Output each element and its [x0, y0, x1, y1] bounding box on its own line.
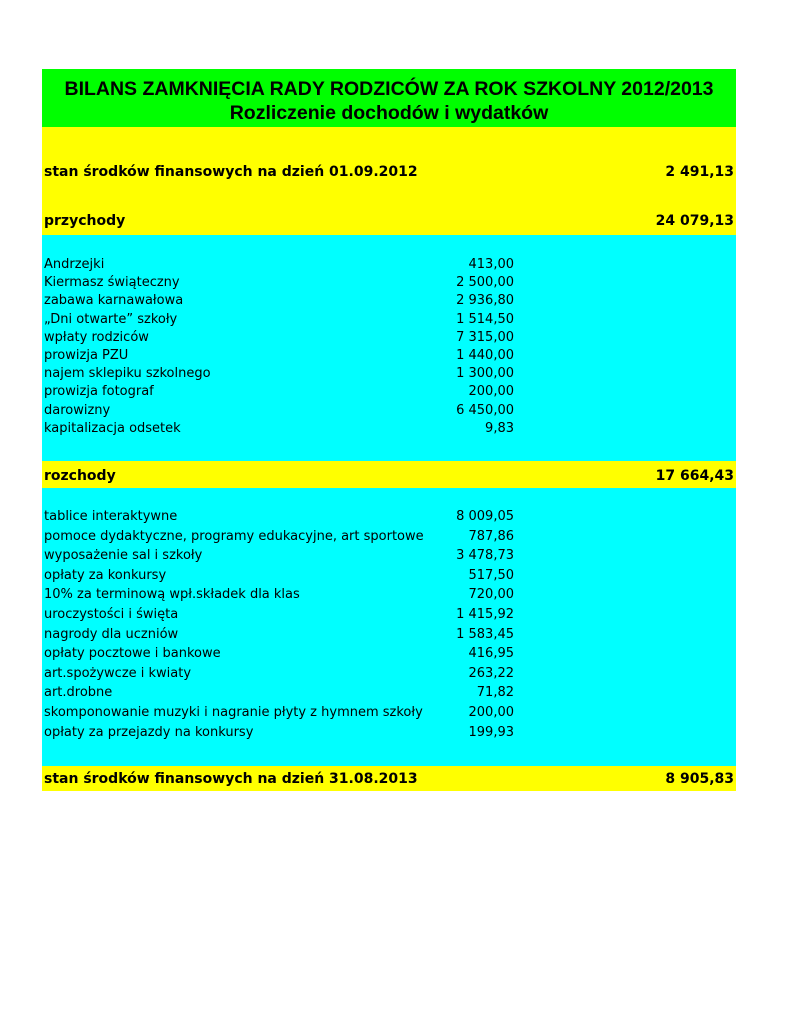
item-label: wpłaty rodziców — [44, 329, 149, 345]
item-value: 199,93 — [468, 724, 514, 740]
item-value: 1 514,50 — [456, 311, 514, 327]
item-value: 3 478,73 — [456, 548, 514, 564]
expenses-total: 17 664,43 — [655, 468, 734, 484]
item-value: 517,50 — [468, 567, 514, 583]
list-item — [42, 585, 736, 605]
item-value: 416,95 — [468, 646, 514, 662]
balance-sheet — [42, 69, 736, 791]
item-value: 9,83 — [485, 420, 514, 436]
list-item — [42, 347, 736, 365]
list-item — [42, 256, 736, 274]
closing-balance-label: stan środków finansowych na dzień 31.08.2013 — [44, 771, 418, 787]
list-item — [42, 605, 736, 625]
opening-balance-value: 2 491,13 — [665, 164, 734, 180]
item-value: 263,22 — [468, 665, 514, 681]
item-label: opłaty za konkursy — [44, 567, 167, 583]
item-label: zabawa karnawałowa — [44, 293, 184, 309]
list-item — [42, 664, 736, 684]
list-item — [42, 683, 736, 703]
closing-balance-value: 8 905,83 — [665, 771, 734, 787]
item-label: skomponowanie muzyki i nagranie płyty z hymnem szkoły — [44, 704, 423, 720]
item-label: art.drobne — [44, 685, 113, 701]
page-title: BILANS ZAMKNIĘCIA RADY RODZICÓW ZA ROK SZKOLNY 2012/2013 — [64, 78, 714, 100]
list-item — [42, 723, 736, 743]
item-label: prowizja PZU — [44, 347, 129, 363]
item-value: 1 583,45 — [456, 626, 514, 642]
item-label: Andrzejki — [44, 257, 105, 272]
item-label: nagrody dla uczniów — [44, 626, 179, 642]
item-value: 8 009,05 — [456, 509, 514, 524]
list-item — [42, 365, 736, 383]
item-label: art.spożywcze i kwiaty — [44, 665, 192, 681]
list-item — [42, 507, 736, 527]
list-item — [42, 644, 736, 664]
closing-balance-row — [42, 766, 736, 791]
expenses-row — [42, 461, 736, 488]
list-item — [42, 566, 736, 586]
title-block — [42, 69, 736, 127]
list-item — [42, 625, 736, 645]
income-label: przychody — [44, 213, 126, 229]
list-item — [42, 311, 736, 329]
expense-items — [42, 488, 736, 766]
item-value: 6 450,00 — [456, 402, 514, 418]
item-value: 200,00 — [468, 704, 514, 720]
item-label: opłaty za przejazdy na konkursy — [44, 724, 254, 740]
item-value: 1 440,00 — [456, 347, 514, 363]
item-value: 787,86 — [468, 528, 514, 544]
list-item — [42, 546, 736, 566]
income-items — [42, 235, 736, 461]
item-value: 2 936,80 — [456, 293, 514, 309]
list-item — [42, 527, 736, 547]
item-label: opłaty pocztowe i bankowe — [44, 646, 221, 662]
expenses-label: rozchody — [44, 468, 116, 484]
list-item — [42, 703, 736, 723]
list-item — [42, 292, 736, 310]
opening-balance-label: stan środków finansowych na dzień 01.09.2012 — [44, 164, 418, 180]
item-value: 200,00 — [468, 384, 514, 400]
item-label: „Dni otwarte” szkoły — [44, 311, 178, 327]
item-value: 1 300,00 — [456, 366, 514, 382]
item-label: darowizny — [44, 402, 111, 418]
item-value: 7 315,00 — [456, 329, 514, 345]
item-label: najem sklepiku szkolnego — [44, 366, 211, 382]
page-subtitle: Rozliczenie dochodów i wydatków — [229, 102, 549, 124]
item-value: 2 500,00 — [456, 275, 514, 291]
item-label: wyposażenie sal i szkoły — [44, 548, 203, 564]
item-value: 413,00 — [468, 257, 514, 272]
list-item — [42, 383, 736, 401]
item-label: tablice interaktywne — [44, 509, 178, 524]
item-value: 720,00 — [468, 587, 514, 603]
list-item — [42, 329, 736, 347]
item-label: pomoce dydaktyczne, programy edukacyjne, art sportowe — [44, 528, 424, 544]
item-label: kapitalizacja odsetek — [44, 420, 181, 436]
list-item — [42, 402, 736, 420]
income-total: 24 079,13 — [655, 213, 734, 229]
item-label: uroczystości i święta — [44, 606, 179, 622]
item-label: Kiermasz świąteczny — [44, 275, 180, 291]
list-item — [42, 274, 736, 292]
item-value: 71,82 — [476, 685, 514, 701]
item-label: 10% za terminową wpł.składek dla klas — [44, 587, 300, 603]
item-value: 1 415,92 — [456, 606, 514, 622]
list-item — [42, 420, 736, 438]
item-label: prowizja fotograf — [44, 384, 154, 400]
opening-balance-row — [42, 127, 736, 235]
